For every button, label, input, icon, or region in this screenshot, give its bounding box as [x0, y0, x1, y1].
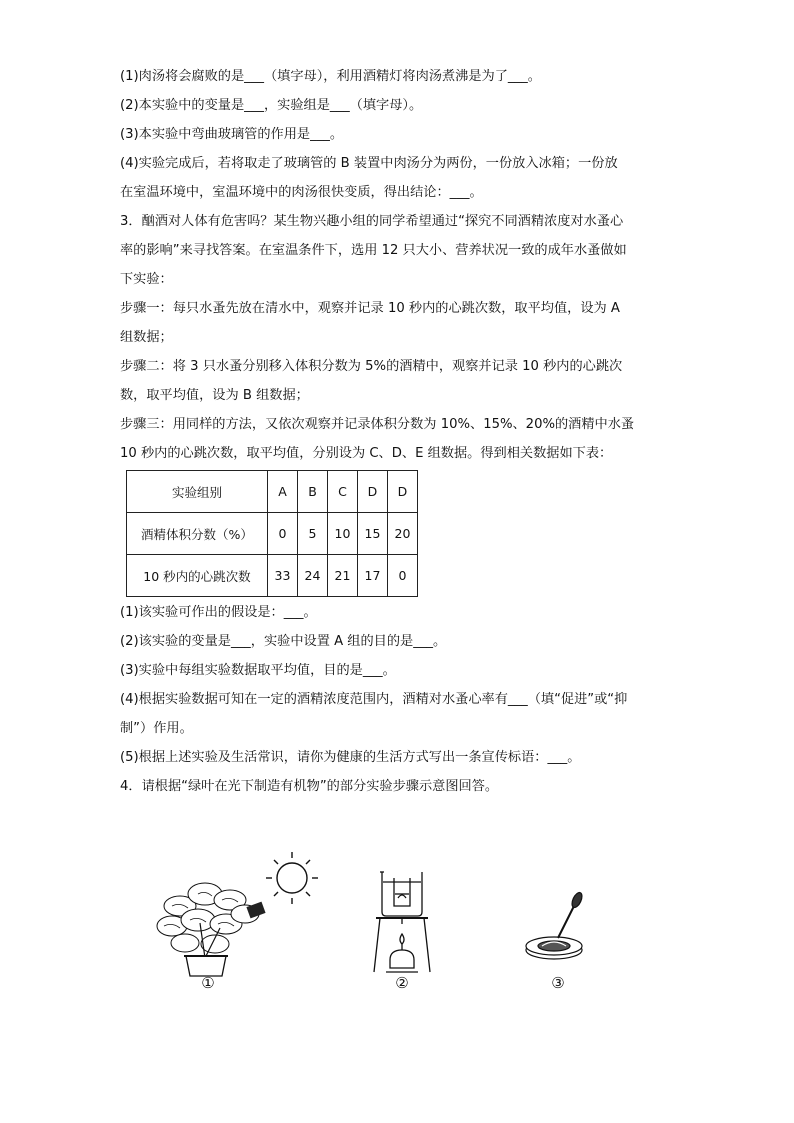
table-cell: 5 [298, 513, 328, 555]
lines-top [120, 62, 675, 468]
text-line: 下实验： [120, 272, 173, 287]
text-line: (1)该实验可作出的假设是：___。 [120, 605, 317, 620]
table-cell: 10 [328, 513, 358, 555]
table-row-header: 酒精体积分数（%） [127, 513, 268, 555]
table-cell: 20 [388, 513, 418, 555]
text-line: 步骤二：将 3 只水蚤分别移入体积分数为 5%的酒精中，观察并记录 10 秒内的心跳次 [120, 359, 623, 374]
text-line: (5)根据上述实验及生活常识，请你为健康的生活方式写出一条宣传标语：___。 [120, 750, 581, 765]
text-line: (1)肉汤将会腐败的是___（填字母），利用酒精灯将肉汤煮沸是为了___。 [120, 69, 541, 84]
petri-dish-with-dropper-icon [522, 888, 592, 968]
text-line: 在室温环境中，室温环境中的肉汤很快变质，得出结论：___。 [120, 185, 483, 200]
table-cell: D [358, 471, 388, 513]
table-cell: 0 [388, 555, 418, 597]
text-line: (3)本实验中弯曲玻璃管的作用是___。 [120, 127, 344, 142]
lines-bottom [120, 598, 675, 801]
experiment-figures [150, 848, 590, 998]
table-cell: C [328, 471, 358, 513]
text-line: 3．酗酒对人体有危害吗？某生物兴趣小组的同学希望通过“探究不同酒精浓度对水蚤心 [120, 214, 624, 229]
question-content [120, 62, 675, 801]
table-cell: D [388, 471, 418, 513]
table-cell: 17 [358, 555, 388, 597]
table-row [127, 555, 418, 597]
beaker-water-bath-heating-icon [372, 868, 432, 978]
text-line: (2)该实验的变量是___，实验中设置 A 组的目的是___。 [120, 634, 447, 649]
table-row [127, 471, 418, 513]
text-line: 制”）作用。 [120, 721, 193, 736]
text-line: (4)根据实验数据可知在一定的酒精浓度范围内，酒精对水蚤心率有___（填“促进”或“抑 [120, 692, 628, 707]
text-line: 10 秒内的心跳次数，取平均值，分别设为 C、D、E 组数据。得到相关数据如下表： [120, 446, 613, 461]
table-cell: 15 [358, 513, 388, 555]
table-cell: A [268, 471, 298, 513]
figure-label-1: ① [201, 974, 215, 992]
table-cell: B [298, 471, 328, 513]
text-line: 步骤三：用同样的方法，又依次观察并记录体积分数为 10%、15%、20%的酒精中水蚤 [120, 417, 635, 432]
table-row [127, 513, 418, 555]
table-row-header: 10 秒内的心跳次数 [127, 555, 268, 597]
table-row-header: 实验组别 [127, 471, 268, 513]
data-table [126, 470, 418, 597]
figure-label-3: ③ [551, 974, 565, 992]
text-line: 步骤一：每只水蚤先放在清水中，观察并记录 10 秒内的心跳次数，取平均值，设为 A [120, 301, 620, 316]
potted-plant-with-sun-icon [150, 848, 320, 978]
text-line: (3)实验中每组实验数据取平均值，目的是___。 [120, 663, 396, 678]
text-line: 4．请根据“绿叶在光下制造有机物”的部分实验步骤示意图回答。 [120, 779, 499, 794]
table-cell: 24 [298, 555, 328, 597]
figure-label-2: ② [395, 974, 409, 992]
text-line: 组数据； [120, 330, 173, 345]
table-cell: 21 [328, 555, 358, 597]
text-line: 数，取平均值，设为 B 组数据； [120, 388, 309, 403]
text-line: (4)实验完成后，若将取走了玻璃管的 B 装置中肉汤分为两份，一份放入冰箱；一份放 [120, 156, 618, 171]
text-line: 率的影响”来寻找答案。在室温条件下，选用 12 只大小、营养状况一致的成年水蚤做如 [120, 243, 627, 258]
table-cell: 0 [268, 513, 298, 555]
table-cell: 33 [268, 555, 298, 597]
text-line: (2)本实验中的变量是___，实验组是___（填字母）。 [120, 98, 423, 113]
